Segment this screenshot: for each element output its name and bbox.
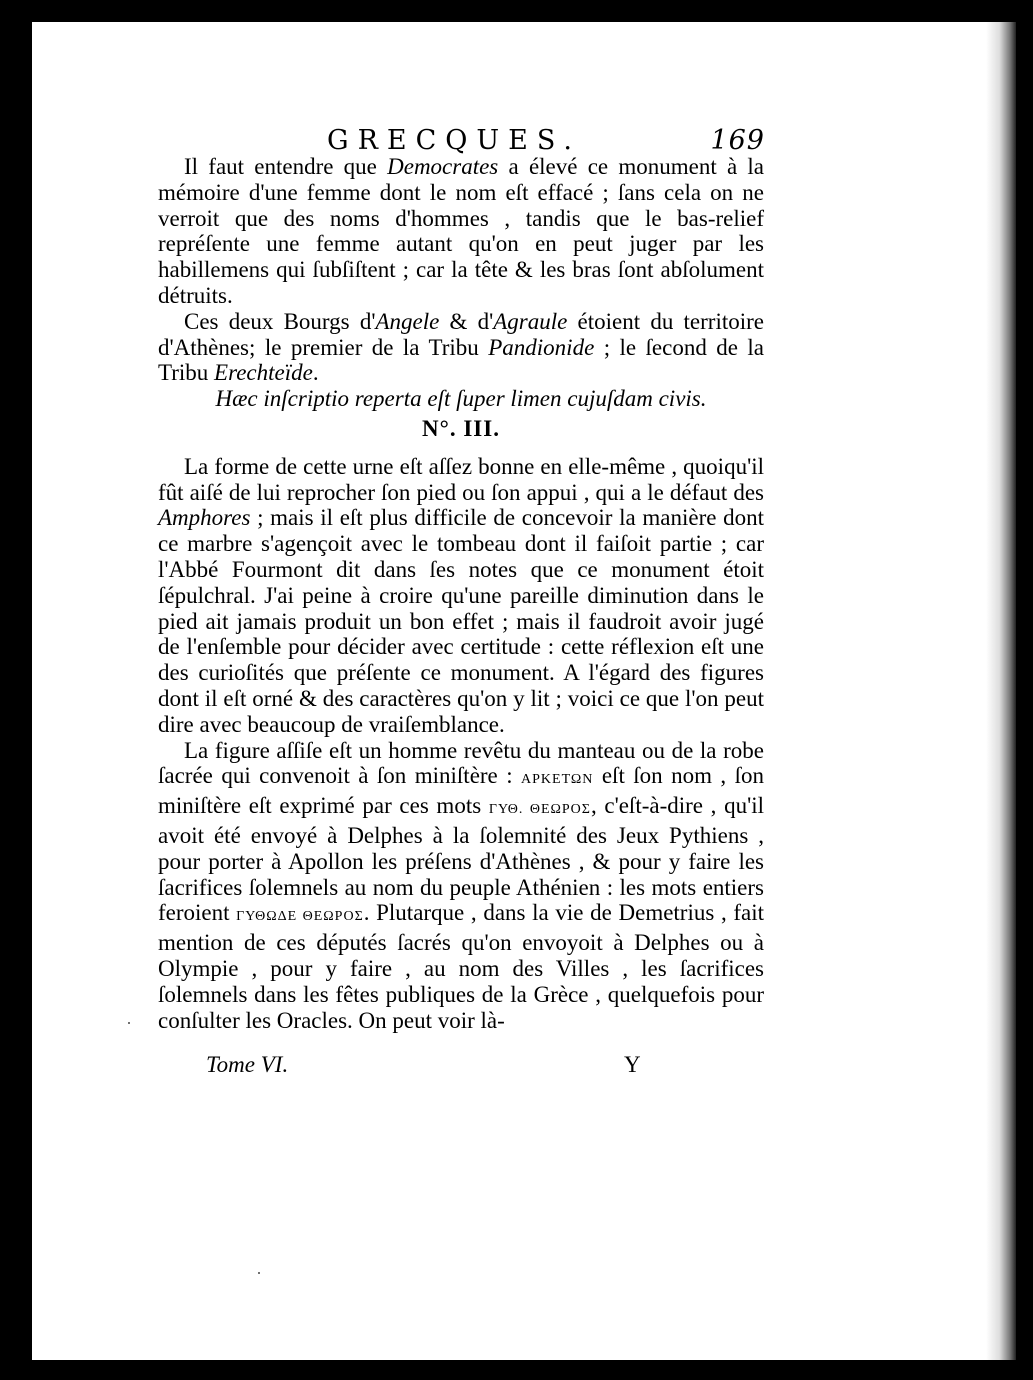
body-text bbox=[158, 154, 764, 1033]
text-run: & d' bbox=[439, 308, 494, 334]
text-run: ; mais il eſt plus difficile de concevoir la manière dont ce marbre s'agençoit avec le tombeau dont il faiſoit partie ; car l'Abbé Fourmont dit dans ſes notes que ce monument étoit ſépulchral. J'ai peine à croire qu'une pareille diminution dans le pied ait jamais produit un bon effet ; mais il faudroit avoir jugé de l'enſemble pour décider avec certitude : cette réflexion eſt une des curioſités que préſente ce monument. A l'égard des figures dont il eſt orné & des caractères qu'on y lit ; voici ce que l'on peut dire avec beaucoup de vraiſemblance. bbox=[158, 505, 764, 737]
italic-name: Erechteïde bbox=[214, 360, 313, 386]
page-edge-shadow bbox=[986, 22, 1016, 1360]
signature-mark: Y bbox=[624, 1052, 641, 1077]
book-page bbox=[32, 22, 1016, 1360]
text-run: , c'eſt-à-dire , qu'il avoit été envoyé à Delphes à la ſolemnité des Jeux Pythiens , pour porter à Apollon les préſens d'Athènes , & pour y faire les ſacrifices ſolemnels au nom du peuple Athénien : les mots entiers feroient bbox=[158, 793, 765, 926]
paragraph-2 bbox=[158, 309, 764, 386]
italic-name: Agraule bbox=[493, 308, 568, 334]
volume-label: Tome VI. bbox=[206, 1052, 289, 1077]
italic-name: Angele bbox=[375, 308, 440, 334]
text-run: étoient du territoire d'Athènes; le premier de la Tribu bbox=[158, 308, 764, 360]
paragraph-1 bbox=[158, 154, 764, 309]
text-run: Ces deux Bourgs d' bbox=[184, 308, 376, 334]
paper-speck bbox=[128, 1022, 130, 1024]
italic-name: Democrates bbox=[387, 154, 499, 179]
paragraph-3 bbox=[158, 454, 764, 738]
text-run: . bbox=[312, 360, 319, 386]
text-run: . Plutarque , dans la vie de Demetrius , fait mention de ces députés ſacrés qu'on envoyoit à Delphes ou à Olympie , pour y faire , au nom des Villes , les ſacrifices ſolemnels dans les fêtes publiques de la Grèce , quelquefois pour conſulter les Oracles. On peut voir là- bbox=[158, 900, 765, 1033]
section-heading: N°. III. bbox=[422, 415, 500, 441]
greek-word: ΑΡΚΕΤΩΝ bbox=[521, 772, 594, 788]
italic-name: Amphores bbox=[158, 505, 251, 531]
greek-word: ΓΥΘΩΔΕ ΘΕΩΡΟΣ bbox=[236, 909, 364, 925]
text-run: ; le ſecond de la Tribu bbox=[158, 334, 764, 386]
running-title: GRECQUES. bbox=[327, 125, 581, 156]
text-run: La figure aſſiſe eſt un homme revêtu du manteau ou de la robe ſacrée qui convenoit à ſon miniſtère : bbox=[158, 737, 764, 789]
paragraph-4 bbox=[158, 738, 764, 1034]
italic-name: Pandionide bbox=[488, 334, 595, 360]
text-run: Il faut entendre que bbox=[184, 154, 388, 179]
latin-inscription-note: Hæc inſcriptio reperta eſt ſuper limen cujuſdam civis. bbox=[215, 386, 707, 412]
page-number: 169 bbox=[710, 125, 765, 156]
text-run: eſt ſon nom , ſon miniſtère eſt exprimé par ces mots bbox=[158, 763, 764, 819]
text-run: La forme de cette urne eſt aſſez bonne en elle-même , quoiqu'il fût aiſé de lui reprocher ſon pied ou ſon appui , qui a le défaut des bbox=[158, 453, 764, 505]
text-run: a élevé ce monument à la mémoire d'une femme dont le nom eſt effacé ; ſans cela on ne verroit que des noms d'hommes , tandis que le bas-relief repréſente une femme autant qu'on en peut juger par les habillemens qui ſubſiſtent ; car la tête & les bras ſont abſolument détruits. bbox=[158, 154, 764, 308]
greek-word: ΓΥΘ. ΘΕΩΡΟΣ bbox=[488, 802, 591, 818]
paper-speck bbox=[258, 1272, 260, 1274]
